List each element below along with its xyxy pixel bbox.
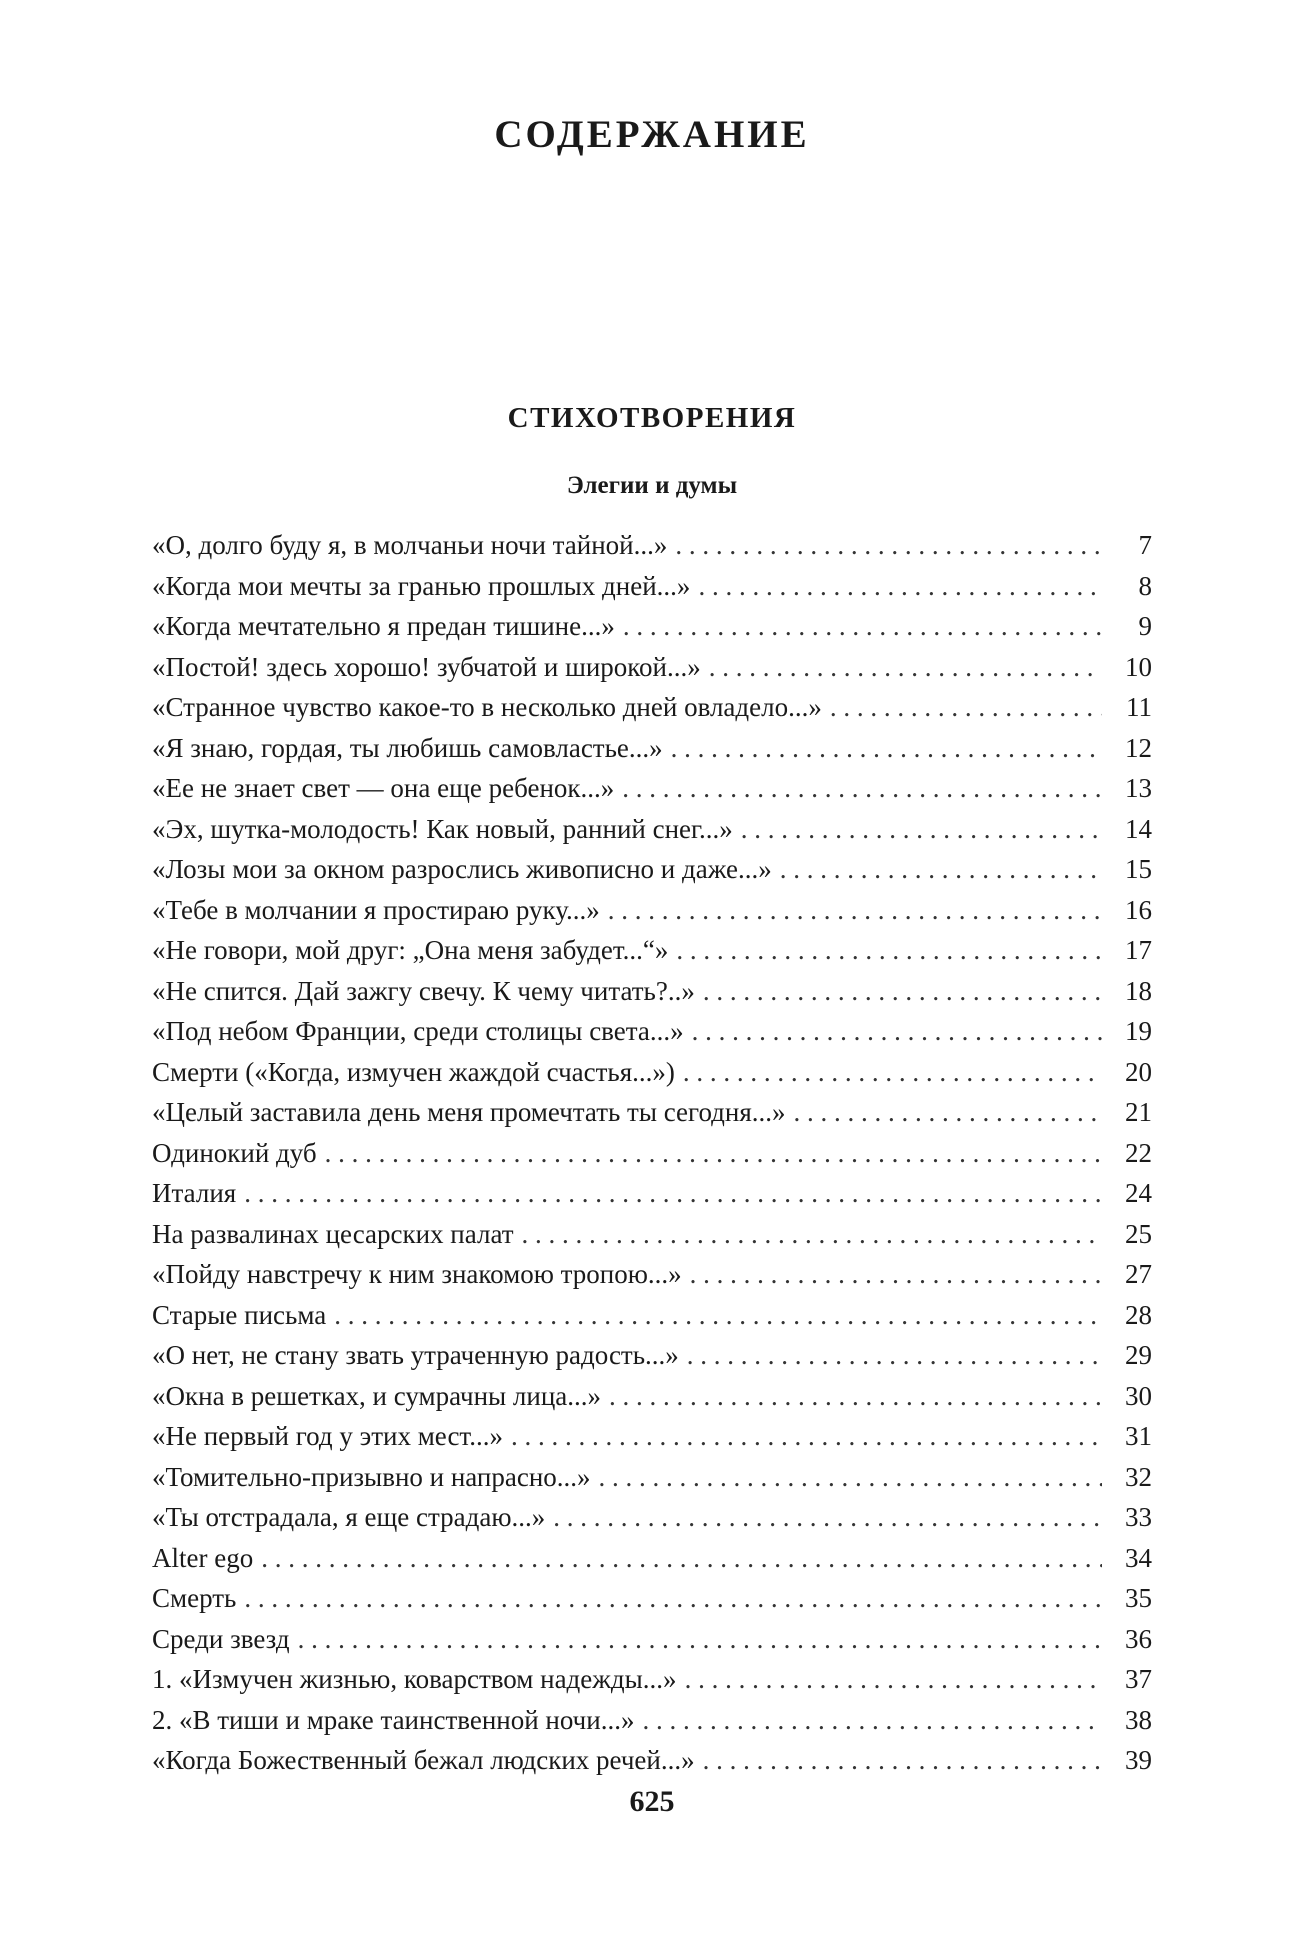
toc-entry-title: Смерти («Когда, измучен жаждой счастья...»): [152, 1056, 675, 1087]
toc-entry-title: «Тебе в молчании я простираю руку...»: [152, 894, 600, 925]
dot-leader: [608, 890, 1102, 931]
toc-entry-page: 22: [1125, 1137, 1152, 1168]
toc-entry-page: 30: [1125, 1380, 1152, 1411]
toc-entry-page: 12: [1125, 732, 1152, 763]
dot-leader: [709, 647, 1102, 688]
toc-entry[interactable]: [152, 1011, 1152, 1052]
dot-leader: [703, 971, 1102, 1012]
toc-entry-title: «Не спится. Дай зажгу свечу. К чему читать?..»: [152, 975, 695, 1006]
toc-entry[interactable]: [152, 1295, 1152, 1336]
toc-entry[interactable]: [152, 728, 1152, 769]
toc-entry-title: «Под небом Франции, среди столицы света...»: [152, 1016, 684, 1046]
toc-entry[interactable]: [152, 1619, 1152, 1660]
toc-entry[interactable]: [152, 1214, 1152, 1255]
toc-entry[interactable]: [152, 971, 1152, 1012]
toc-entry[interactable]: [152, 566, 1152, 607]
toc-entry[interactable]: [152, 1416, 1152, 1457]
dot-leader: [511, 1416, 1102, 1457]
toc-entry[interactable]: [152, 1538, 1152, 1579]
toc-entry-page: 11: [1126, 692, 1152, 722]
toc-entry-page: 21: [1125, 1097, 1152, 1127]
toc-entry-page: 35: [1125, 1583, 1152, 1613]
toc-entry[interactable]: [152, 1335, 1152, 1376]
dot-leader: [671, 728, 1102, 769]
toc-entry[interactable]: [152, 1700, 1152, 1741]
dot-leader: [685, 1659, 1102, 1700]
toc-entry-title: Одинокий дуб: [152, 1137, 317, 1168]
dot-leader: [244, 1578, 1102, 1619]
toc-entry-page: 25: [1125, 1218, 1152, 1249]
page-title: СОДЕРЖАНИЕ: [494, 113, 810, 156]
toc-entry-page: 15: [1125, 854, 1152, 884]
toc-entry[interactable]: [152, 525, 1152, 566]
toc-entry-title: «Постой! здесь хорошо! зубчатой и широкой...»: [152, 651, 701, 682]
toc-entry-page: 36: [1125, 1623, 1152, 1654]
dot-leader: [642, 1700, 1102, 1741]
toc-entry-title: «Целый заставила день меня промечтать ты сегодня...»: [152, 1097, 786, 1127]
toc-entry-page: 10: [1125, 651, 1152, 682]
toc-entry-title: «Когда Божественный бежал людских речей...»: [152, 1745, 695, 1775]
toc-entry[interactable]: [152, 1092, 1152, 1133]
dot-leader: [698, 566, 1102, 607]
toc-entry-page: 33: [1125, 1502, 1152, 1532]
toc-entry-page: 38: [1125, 1704, 1152, 1735]
toc-entry[interactable]: [152, 647, 1152, 688]
toc-entry[interactable]: [152, 1740, 1152, 1781]
toc-entry-page: 37: [1125, 1664, 1152, 1694]
toc-entry[interactable]: [152, 606, 1152, 647]
toc-entry[interactable]: [152, 1173, 1152, 1214]
dot-leader: [334, 1295, 1102, 1336]
toc-entry-title: «О, долго буду я, в молчаньи ночи тайной...»: [152, 530, 668, 560]
toc-entry-page: 18: [1125, 975, 1152, 1006]
toc-entry-title: «Я знаю, гордая, ты любишь самовластье...»: [152, 732, 663, 763]
toc-entry[interactable]: [152, 768, 1152, 809]
dot-leader: [244, 1173, 1102, 1214]
toc-entry-page: 14: [1125, 813, 1152, 844]
toc-entry[interactable]: [152, 1578, 1152, 1619]
toc-entry[interactable]: [152, 1659, 1152, 1700]
dot-leader: [690, 1254, 1102, 1295]
toc-entry-page: 27: [1125, 1259, 1152, 1289]
subsection-title: Элегии и думы: [566, 472, 738, 499]
toc-entry-page: 20: [1125, 1056, 1152, 1087]
dot-leader: [683, 1052, 1102, 1093]
dot-leader: [703, 1740, 1102, 1781]
toc-entry-page: 32: [1125, 1461, 1152, 1492]
toc-entry[interactable]: [152, 1376, 1152, 1417]
toc-entry-title: «Ее не знает свет — она еще ребенок...»: [152, 773, 615, 803]
dot-leader: [623, 606, 1102, 647]
toc-entry-page: 13: [1125, 773, 1152, 803]
toc-entry-title: На развалинах цесарских палат: [152, 1218, 514, 1249]
dot-leader: [741, 809, 1102, 850]
toc-entry-page: 7: [1138, 530, 1152, 560]
toc-entry[interactable]: [152, 1457, 1152, 1498]
toc-entry-page: 24: [1125, 1178, 1152, 1208]
dot-leader: [687, 1335, 1102, 1376]
toc-entry-title: «Пойду навстречу к ним знакомою тропою...»: [152, 1259, 682, 1289]
table-of-contents: [152, 525, 1152, 1781]
dot-leader: [325, 1133, 1102, 1174]
toc-entry-page: 28: [1125, 1299, 1152, 1330]
toc-entry-page: 34: [1125, 1542, 1152, 1573]
dot-leader: [599, 1457, 1102, 1498]
toc-entry-title: 1. «Измучен жизнью, коварством надежды...»: [152, 1664, 677, 1694]
toc-entry-title: Среди звезд: [152, 1623, 290, 1654]
page-number: 625: [629, 1785, 675, 1818]
toc-entry-page: 29: [1125, 1340, 1152, 1370]
section-title: СТИХОТВОРЕНИЯ: [507, 402, 797, 434]
toc-entry-title: Смерть: [152, 1583, 237, 1613]
dot-leader: [675, 525, 1102, 566]
toc-entry[interactable]: [152, 1497, 1152, 1538]
toc-entry-page: 39: [1125, 1745, 1152, 1775]
toc-entry-page: 16: [1125, 894, 1152, 925]
toc-entry-title: «Не первый год у этих мест...»: [152, 1421, 503, 1451]
dot-leader: [780, 849, 1102, 890]
toc-entry-title: «Ты отстрадала, я еще страдаю...»: [152, 1502, 546, 1532]
toc-entry-page: 19: [1125, 1016, 1152, 1046]
toc-entry-title: 2. «В тиши и мраке таинственной ночи...»: [152, 1704, 635, 1735]
toc-entry[interactable]: [152, 849, 1152, 890]
toc-entry-title: «Когда мечтательно я предан тишине...»: [152, 611, 615, 641]
toc-entry-title: «Окна в решетках, и сумрачны лица...»: [152, 1380, 602, 1411]
toc-entry-title: «Когда мои мечты за гранью прошлых дней...»: [152, 570, 691, 601]
toc-entry[interactable]: [152, 890, 1152, 931]
dot-leader: [692, 1011, 1102, 1052]
toc-entry[interactable]: [152, 1133, 1152, 1174]
toc-entry[interactable]: [152, 1052, 1152, 1093]
dot-leader: [676, 930, 1102, 971]
dot-leader: [794, 1092, 1102, 1133]
toc-entry-title: Старые письма: [152, 1299, 327, 1330]
toc-entry[interactable]: [152, 687, 1152, 728]
toc-entry-title: «Странное чувство какое-то в несколько дней овладело...»: [152, 692, 822, 722]
dot-leader: [553, 1497, 1102, 1538]
toc-entry-page: 17: [1125, 935, 1152, 965]
dot-leader: [830, 687, 1102, 728]
toc-entry-title: «Томительно-призывно и напрасно...»: [152, 1461, 591, 1492]
toc-entry-title: «Не говори, мой друг: „Она меня забудет...“»: [152, 935, 669, 965]
dot-leader: [298, 1619, 1102, 1660]
toc-entry[interactable]: [152, 930, 1152, 971]
toc-entry[interactable]: [152, 809, 1152, 850]
toc-entry-title: «Лозы мои за окном разрослись живописно и даже...»: [152, 854, 772, 884]
dot-leader: [609, 1376, 1102, 1417]
toc-entry-title: Италия: [152, 1178, 237, 1208]
toc-entry-page: 31: [1125, 1421, 1152, 1451]
toc-entry-title: «Эх, шутка-молодость! Как новый, ранний снег...»: [152, 813, 733, 844]
dot-leader: [622, 768, 1102, 809]
toc-entry-page: 9: [1138, 611, 1152, 641]
toc-entry-title: Alter ego: [152, 1542, 254, 1573]
toc-entry-title: «О нет, не стану звать утраченную радость...»: [152, 1340, 679, 1370]
toc-entry[interactable]: [152, 1254, 1152, 1295]
dot-leader: [261, 1538, 1102, 1579]
toc-entry-page: 8: [1138, 570, 1152, 601]
dot-leader: [522, 1214, 1102, 1255]
